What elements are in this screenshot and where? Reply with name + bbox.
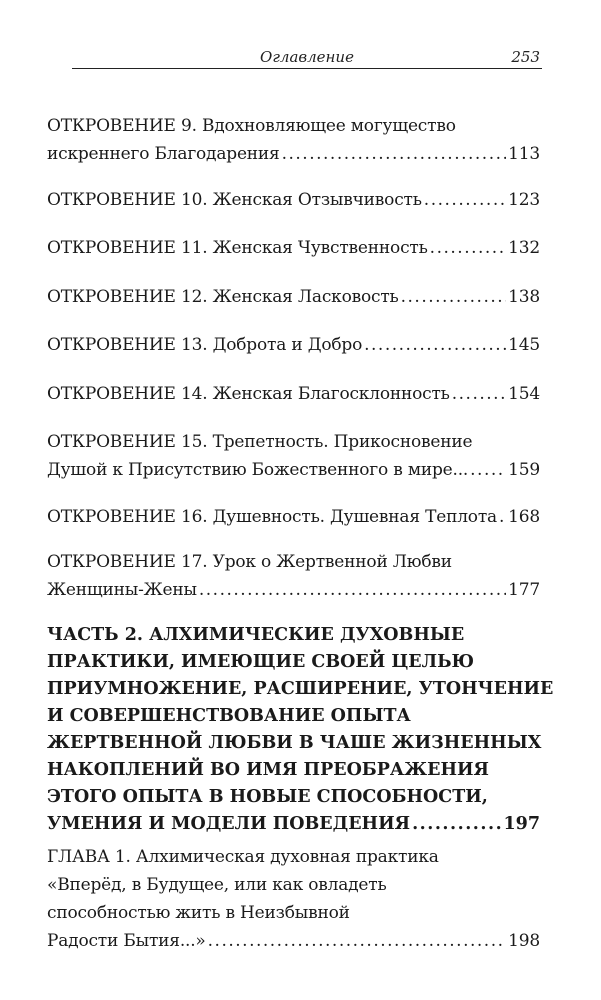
toc-entry-line: ОТКРОВЕНИЕ 14. Женская Благосклонность: [47, 384, 450, 404]
dot-leader: [470, 456, 506, 484]
toc-page-number: 123: [508, 190, 540, 210]
toc-page-number: 198: [508, 931, 540, 951]
toc-page-number: 168: [508, 507, 540, 527]
part-heading-line: ЖЕРТВЕННОЙ ЛЮБВИ В ЧАШЕ ЖИЗНЕННЫХ: [47, 733, 542, 753]
toc-entry-line: ОТКРОВЕНИЕ 15. Трепетность. Прикосновение: [47, 432, 473, 452]
toc-entry-line: ОТКРОВЕНИЕ 13. Доброта и Добро: [47, 335, 363, 355]
toc-entry-line: ОТКРОВЕНИЕ 10. Женская Отзывчивость: [47, 190, 422, 210]
dot-leader: [412, 811, 501, 838]
dot-leader: [208, 927, 507, 955]
dot-leader: [199, 576, 506, 604]
dot-leader: [401, 283, 507, 311]
toc-entry-revelation-13[interactable]: [47, 331, 540, 359]
toc-page-number: 159: [508, 460, 540, 480]
toc-entry-revelation-9[interactable]: [47, 112, 540, 168]
toc-page-number: 145: [508, 335, 540, 355]
dot-leader: [430, 234, 506, 262]
running-header: [72, 44, 542, 69]
toc-page-number: 197: [503, 814, 540, 834]
toc-page-number: 113: [508, 144, 540, 164]
toc-entry-line: ОТКРОВЕНИЕ 11. Женская Чувственность: [47, 238, 428, 258]
toc-entry-line: ОТКРОВЕНИЕ 17. Урок о Жертвенной Любви: [47, 552, 452, 572]
dot-leader: [424, 186, 506, 214]
toc-entry-line: ОТКРОВЕНИЕ 12. Женская Ласковость: [47, 287, 399, 307]
toc-part-2-heading[interactable]: [47, 622, 554, 838]
header-page-number: 253: [511, 48, 540, 66]
toc-page-number: 132: [508, 238, 540, 258]
part-heading-line: ЭТОГО ОПЫТА В НОВЫЕ СПОСОБНОСТИ,: [47, 787, 488, 807]
toc-entry-revelation-15[interactable]: [47, 428, 540, 484]
dot-leader: [499, 503, 506, 531]
toc-entry-line: ОТКРОВЕНИЕ 16. Душевность. Душевная Теплота: [47, 507, 497, 527]
part-heading-line: УМЕНИЯ И МОДЕЛИ ПОВЕДЕНИЯ: [47, 814, 411, 834]
toc-entry-line: Душой к Присутствию Божественного в мире...: [47, 460, 469, 480]
toc-entry-chapter-1[interactable]: [47, 843, 540, 955]
dot-leader: [364, 331, 506, 359]
part-heading-line: ПРИУМНОЖЕНИЕ, РАСШИРЕНИЕ, УТОНЧЕНИЕ: [47, 679, 554, 699]
toc-entry-line: «Вперёд, в Будущее, или как овладеть: [47, 875, 387, 895]
toc-entry-line: Радости Бытия...»: [47, 931, 206, 951]
dot-leader: [282, 140, 507, 168]
dot-leader: [452, 380, 506, 408]
header-title: Оглавление: [260, 48, 354, 66]
toc-entry-line: способностью жить в Неизбывной: [47, 903, 350, 923]
toc-entry-line: Женщины-Жены: [47, 580, 197, 600]
toc-entry-revelation-14[interactable]: [47, 380, 540, 408]
toc-page-number: 154: [508, 384, 540, 404]
part-heading-line: И СОВЕРШЕНСТВОВАНИЕ ОПЫТА: [47, 706, 411, 726]
toc-entry-line: ГЛАВА 1. Алхимическая духовная практика: [47, 847, 439, 867]
part-heading-line: ЧАСТЬ 2. АЛХИМИЧЕСКИЕ ДУХОВНЫЕ: [47, 625, 465, 645]
part-heading-line: ПРАКТИКИ, ИМЕЮЩИЕ СВОЕЙ ЦЕЛЬЮ: [47, 652, 475, 672]
toc-entry-revelation-11[interactable]: [47, 234, 540, 262]
toc-entry-revelation-10[interactable]: [47, 186, 540, 214]
toc-entry-revelation-12[interactable]: [47, 283, 540, 311]
toc-page-number: 138: [508, 287, 540, 307]
toc-page-number: 177: [508, 580, 540, 600]
toc-entry-revelation-16[interactable]: [47, 503, 540, 531]
toc-entry-line: ОТКРОВЕНИЕ 9. Вдохновляющее могущество: [47, 116, 456, 136]
toc-entry-line: искреннего Благодарения: [47, 144, 280, 164]
toc-entry-revelation-17[interactable]: [47, 548, 540, 604]
part-heading-line: НАКОПЛЕНИЙ ВО ИМЯ ПРЕОБРАЖЕНИЯ: [47, 760, 489, 780]
